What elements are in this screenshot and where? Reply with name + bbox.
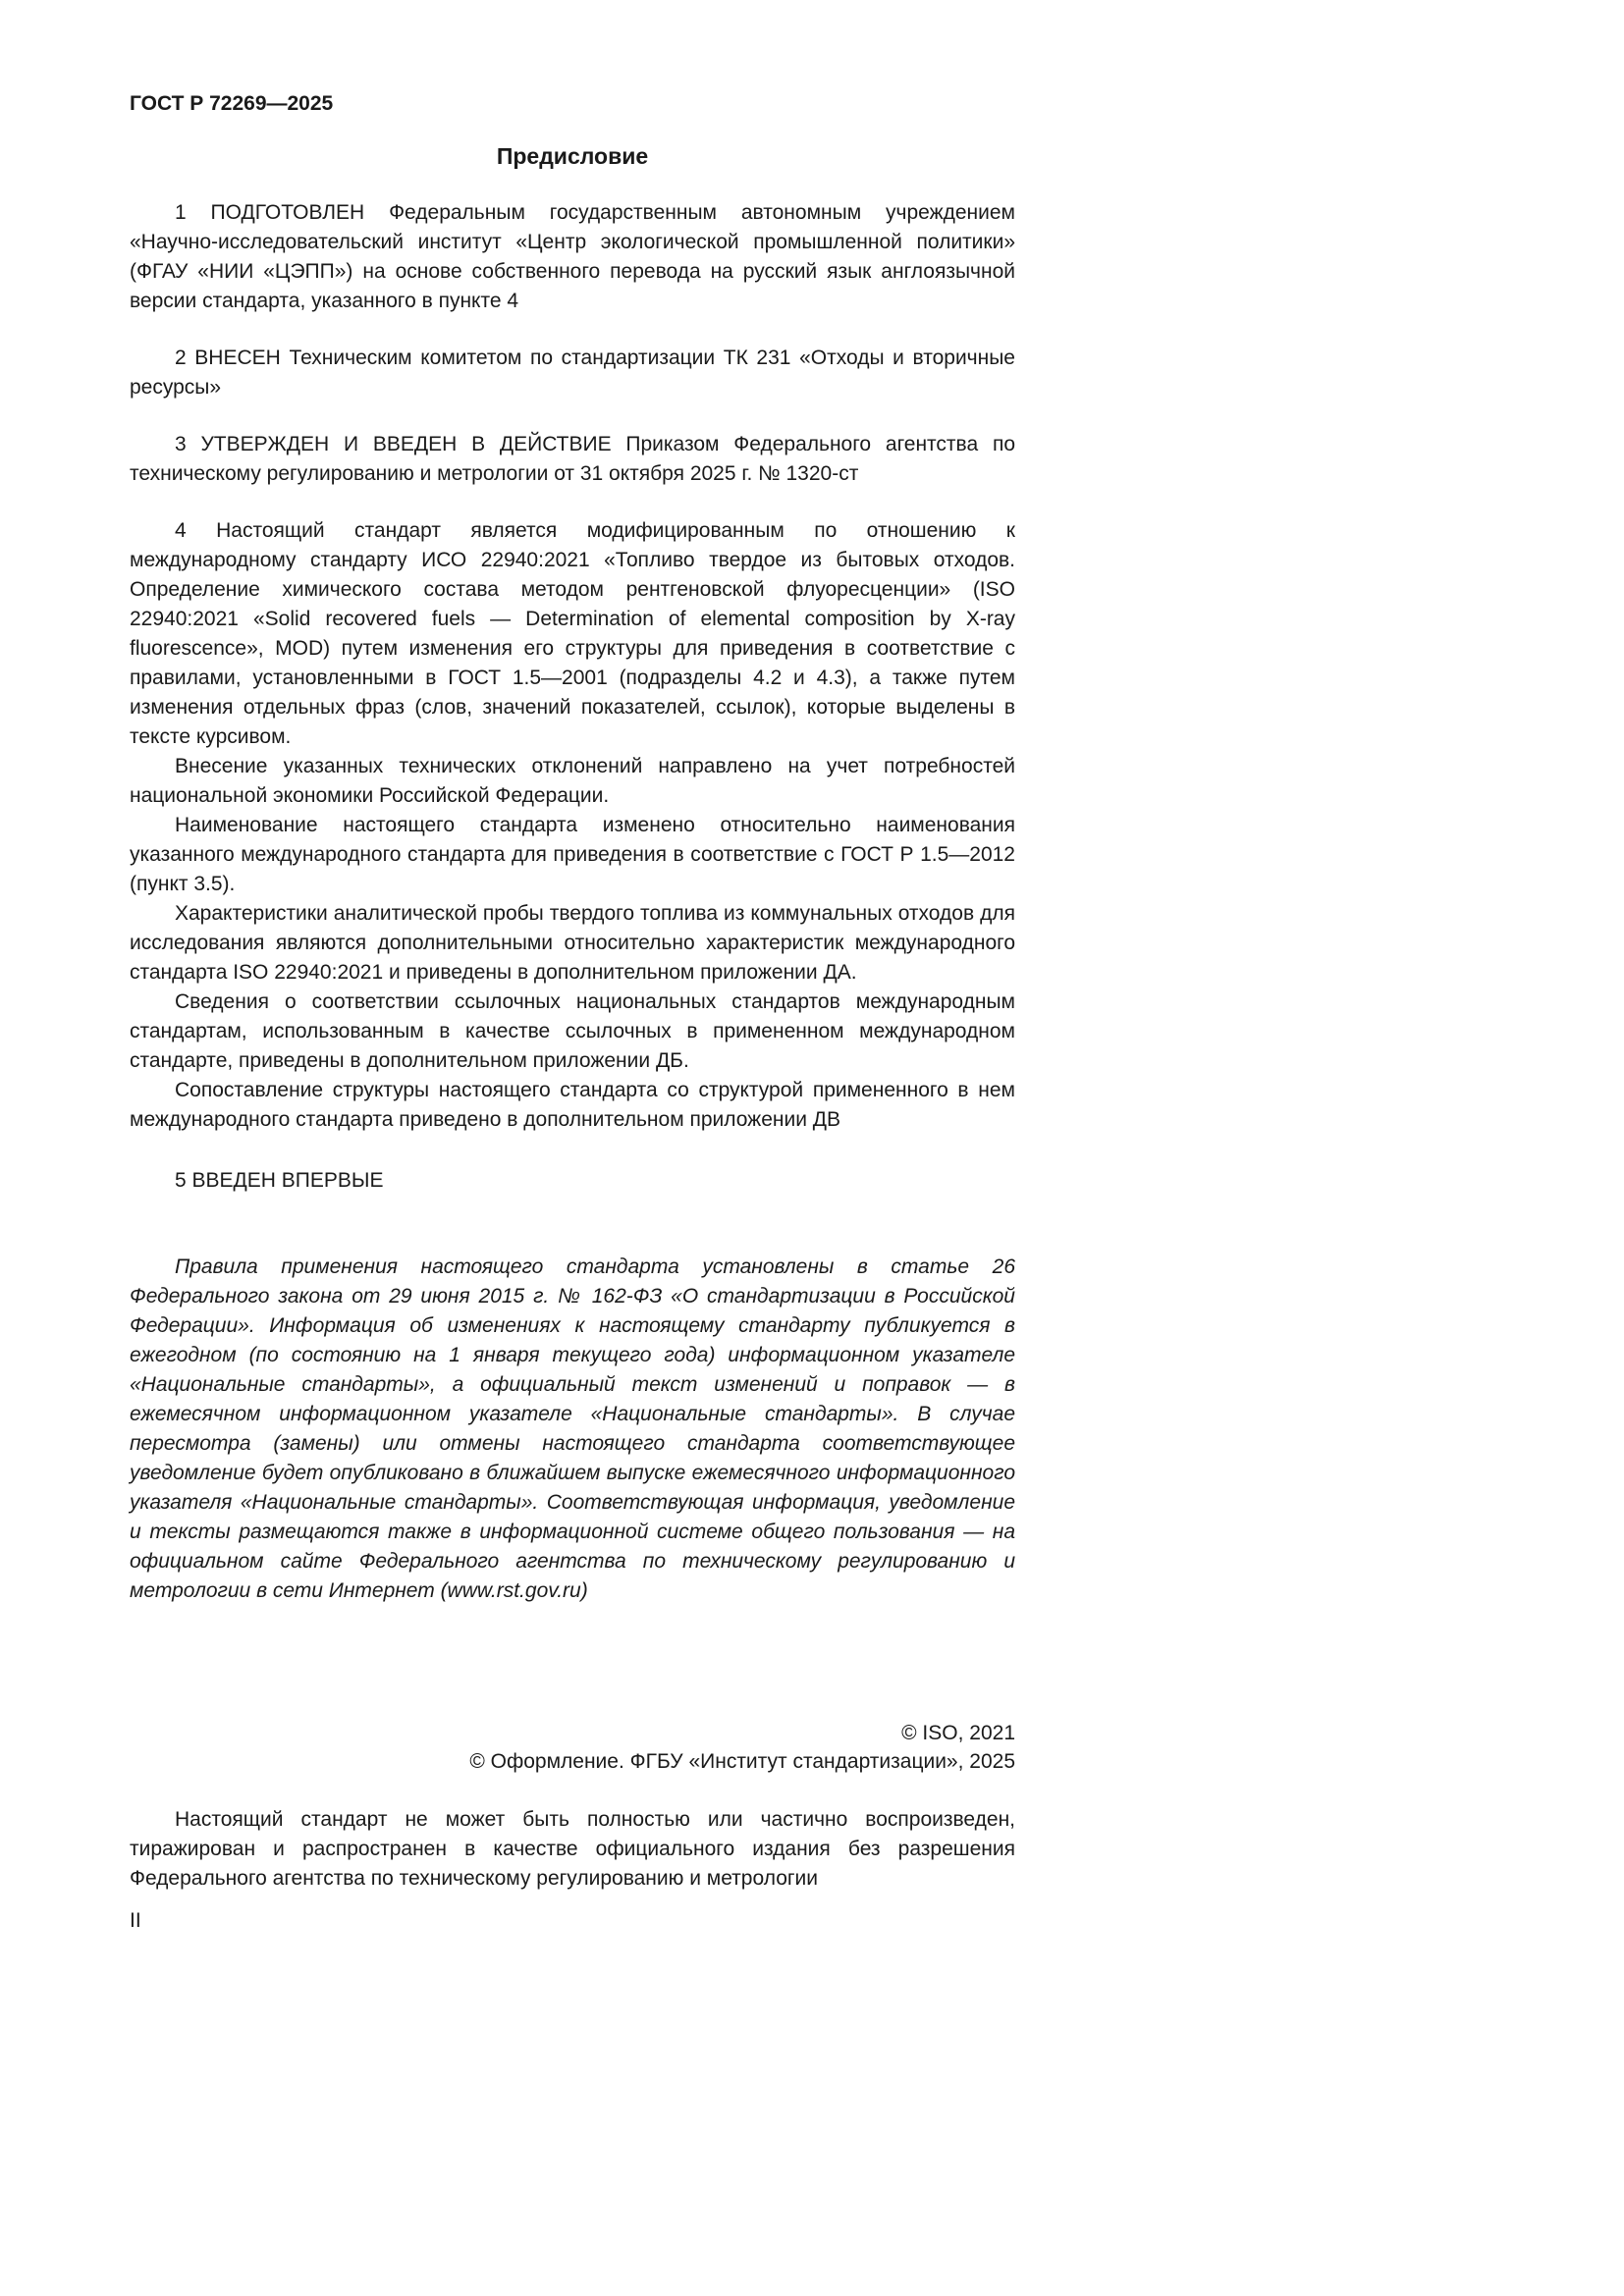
doc-number: ГОСТ Р 72269—2025 — [130, 92, 334, 115]
foreword-item-4-sub-2: Наименование настоящего стандарта изменено относительно наименования указанного международного стандарта для приведения в соответствие с ГОСТ Р 1.5—2012 (пункт 3.5). — [130, 814, 1015, 895]
copyright-iso: © ISO, 2021 — [901, 1722, 1015, 1744]
foreword-item-4-sub-5: Сопоставление структуры настоящего стандарта со структурой примененного в нем международного стандарта приведено в дополнительном приложении ДВ — [130, 1079, 1015, 1131]
foreword-item-4: 4 Настоящий стандарт является модифицированным по отношению к международному стандарту ИСО 22940:2021 «Топливо твердое из бытовых отходов. Определение химического состава методом рентгеновской флуоресценции» (ISO 22940:2021 «Solid recovered fuels — Determination of elemental composition by X-ray fluorescence», MOD) путем изменения его структуры для приведения в соответствие с правилами, установленными в ГОСТ 1.5—2001 (подразделы 4.2 и 4.3), а также путем изменения отдельных фраз (слов, значений показателей, ссылок), которые выделены в тексте курсивом. — [130, 519, 1015, 748]
copyright-block — [130, 1719, 1015, 1776]
page-number: II — [130, 1909, 141, 1932]
copyright-design: © Оформление. ФГБУ «Институт стандартизации», 2025 — [469, 1750, 1015, 1773]
foreword-item-4-sub-1: Внесение указанных технических отклонений направлено на учет потребностей национальной экономики Российской Федерации. — [130, 755, 1015, 807]
foreword-item-4-sub-3: Характеристики аналитической пробы твердого топлива из коммунальных отходов для исследования являются дополнительными относительно характеристик международного стандарта ISO 22940:2021 и приведены в дополнительном приложении ДА. — [130, 902, 1015, 984]
foreword-item-1: 1 ПОДГОТОВЛЕН Федеральным государственным автономным учреждением «Научно-исследовательский институт «Центр экологической промышленной политики» (ФГАУ «НИИ «ЦЭПП») на основе собственного перевода на русский язык англоязычной версии стандарта, указанного в пункте 4 — [130, 201, 1015, 312]
legal-application-note: Правила применения настоящего стандарта установлены в статье 26 Федерального закона от 29 июня 2015 г. № 162-ФЗ «О стандартизации в Российской Федерации». Информация об изменениях к настоящему стандарту публикуется в ежегодном (по состоянию на 1 января текущего года) информационном указателе «Национальные стандарты», а официальный текст изменений и поправок — в ежемесячном информационном указателе «Национальные стандарты». В случае пересмотра (замены) или отмены настоящего стандарта соответствующее уведомление будет опубликовано в ближайшем выпуске ежемесячного информационного указателя «Национальные стандарты». Соответствующая информация, уведомление и тексты размещаются также в информационной системе общего пользования — на официальном сайте Федерального агентства по техническому регулированию и метрологии в сети Интернет (www.rst.gov.ru) — [130, 1255, 1015, 1602]
foreword-item-3: 3 УТВЕРЖДЕН И ВВЕДЕН В ДЕЙСТВИЕ Приказом Федерального агентства по техническому регулированию и метрологии от 31 октября 2025 г. № 1320-ст — [130, 433, 1015, 485]
foreword-item-2: 2 ВНЕСЕН Техническим комитетом по стандартизации ТК 231 «Отходы и вторичные ресурсы» — [130, 347, 1015, 399]
foreword-item-4-sub-4: Сведения о соответствии ссылочных национальных стандартов международным стандартам, использованным в качестве ссылочных в примененном международном стандарте, приведены в дополнительном приложении ДБ. — [130, 990, 1015, 1072]
foreword-item-5: 5 ВВЕДЕН ВПЕРВЫЕ — [175, 1169, 384, 1192]
page-title: Предисловие — [496, 143, 649, 169]
reproduction-note: Настоящий стандарт не может быть полностью или частично воспроизведен, тиражирован и распространен в качестве официального издания без разрешения Федерального агентства по техническому регулированию и метрологии — [130, 1808, 1015, 1890]
